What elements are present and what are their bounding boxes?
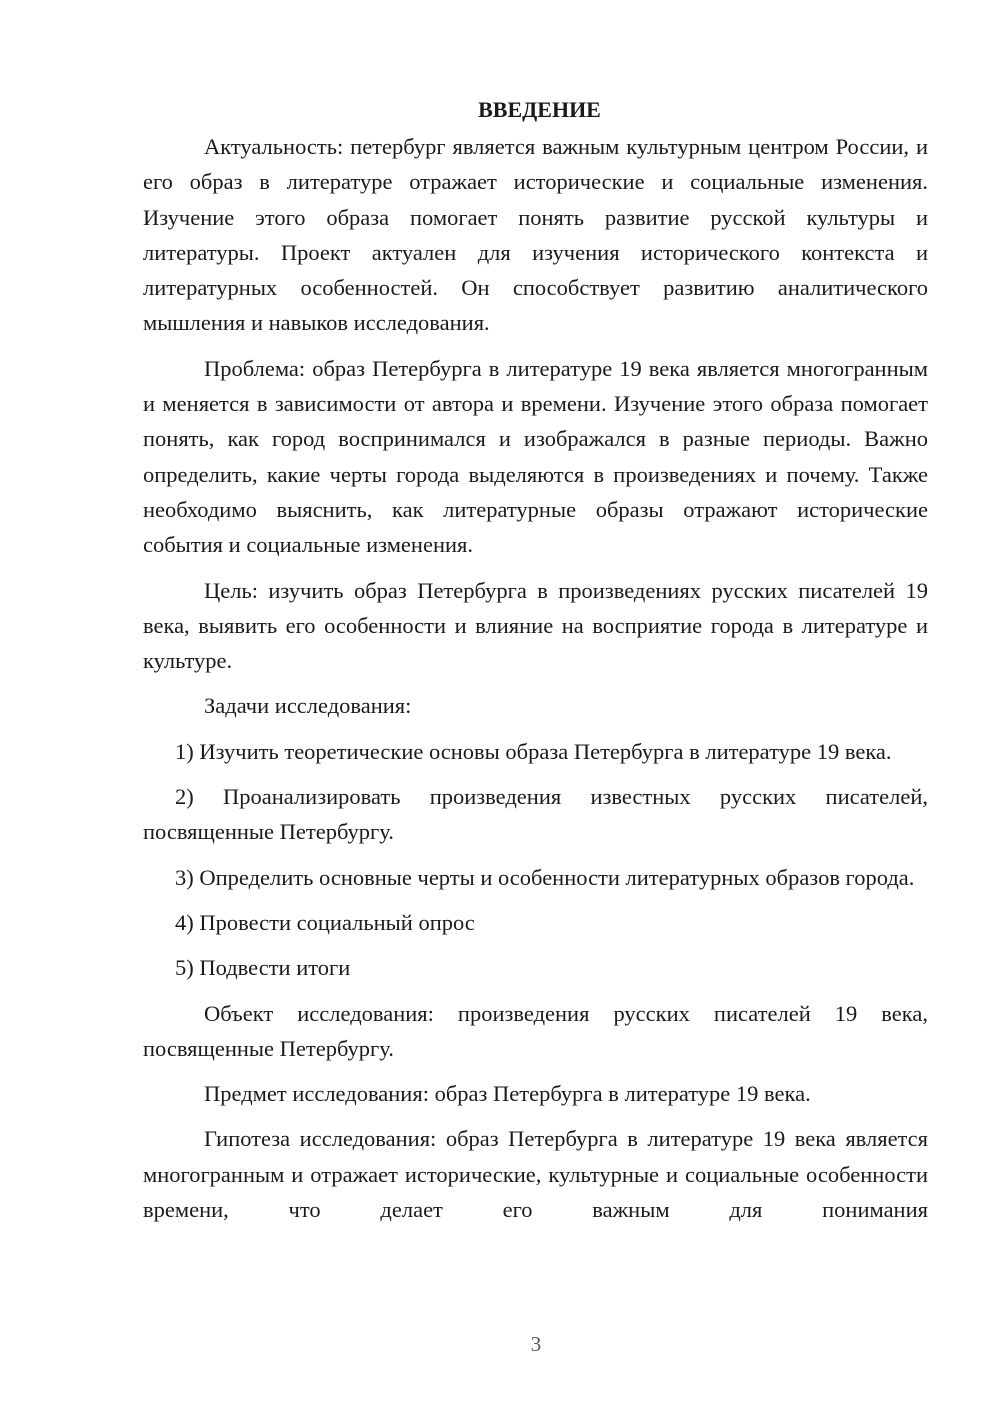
problem-paragraph: Проблема: образ Петербурга в литературе 19 века является многогранным и меняется в зависимости от автора и времени. Изучение этого образа помогает понять, как город воспринимался и изображался в разные периоды. Важно определить, какие черты города выделяются в произведениях и почему. Также необходимо выяснить, как литературные образы отражают исторические события и социальные изменения. <box>143 355 928 558</box>
subject-paragraph: Предмет исследования: образ Петербурга в литературе 19 века. <box>204 1081 811 1107</box>
goal-paragraph: Цель: изучить образ Петербурга в произведениях русских писателей 19 века, выявить его особенности и влияние на восприятие города в литературе и культуре. <box>143 577 928 674</box>
task-item-5: 5) Подвести итоги <box>175 955 351 981</box>
task-item-4: 4) Провести социальный опрос <box>175 909 475 935</box>
object-paragraph: Объект исследования: произведения русских писателей 19 века, посвященные Петербургу. <box>143 1000 928 1061</box>
relevance-paragraph: Актуальность: петербург является важным культурным центром России, и его образ в литературе отражает исторические и социальные изменения. Изучение этого образа помогает понять развитие русской культуры и литературы. Проект актуален для изучения исторического контекста и литературных особенностей. Он способствует развитию аналитического мышления и навыков исследования. <box>143 134 928 336</box>
page-title: ВВЕДЕНИЕ <box>478 97 601 122</box>
document-page <box>143 92 928 1237</box>
task-item-1: 1) Изучить теоретические основы образа Петербурга в литературе 19 века. <box>175 738 892 764</box>
tasks-heading: Задачи исследования: <box>204 693 412 719</box>
task-item-2: 2) Проанализировать произведения известных русских писателей, посвященные Петербургу. <box>143 784 928 845</box>
task-item-3: 3) Определить основные черты и особенности литературных образов города. <box>175 864 915 890</box>
page-number: 3 <box>530 1332 542 1356</box>
hypothesis-paragraph: Гипотеза исследования: образ Петербурга в литературе 19 века является многогранным и отражает исторические, культурные и социальные особенности времени, что делает его важным для понимания <box>143 1126 928 1223</box>
